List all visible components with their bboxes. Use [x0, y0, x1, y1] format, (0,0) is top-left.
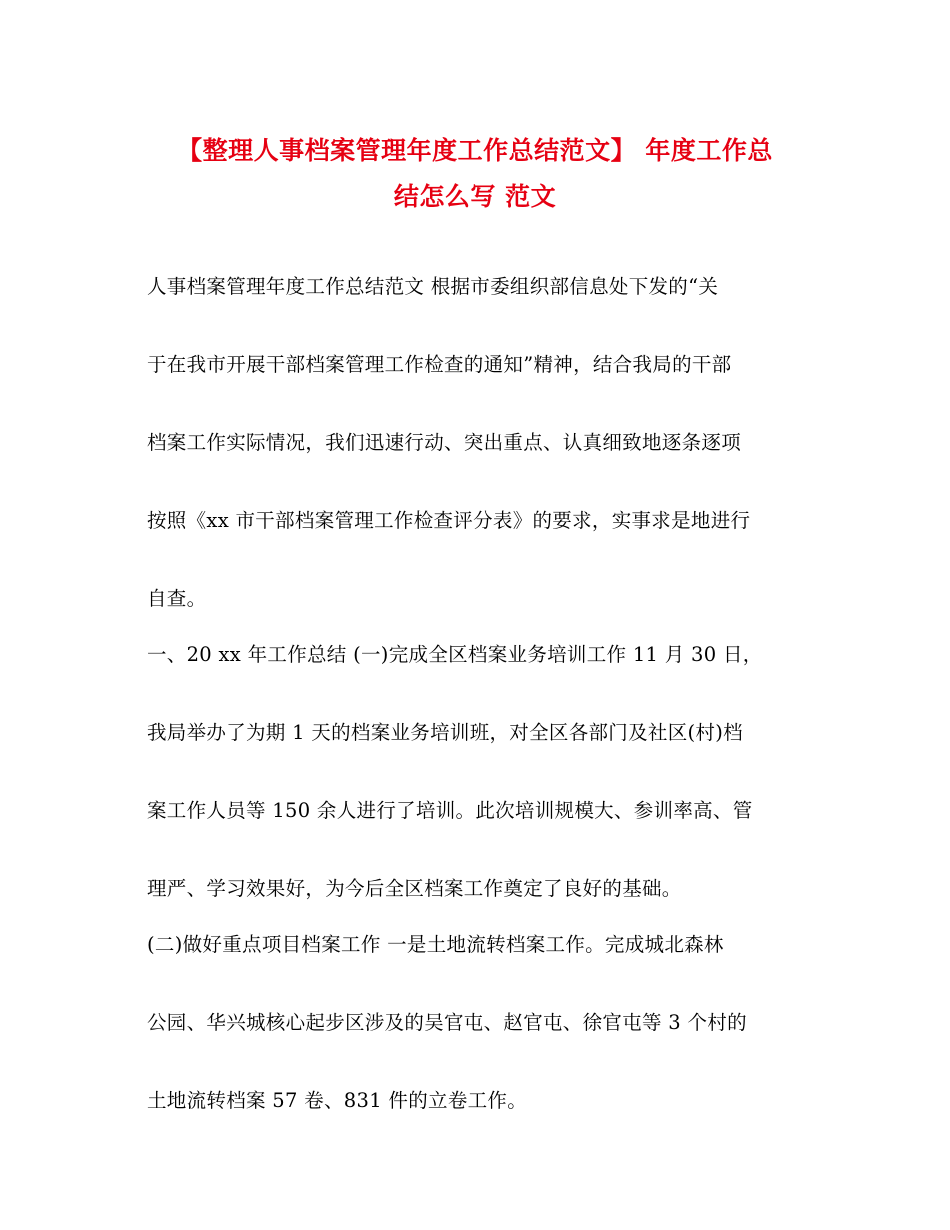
paragraph-training [147, 633, 807, 911]
document-body [147, 265, 807, 1123]
text-line: 案工作人员等 150 余人进行了培训。此次培训规模大、参训率高、管 [147, 799, 753, 822]
text-line: 人事档案管理年度工作总结范文 根据市委组织部信息处下发的“关 [147, 275, 719, 298]
text-line: 按照《xx 市干部档案管理工作检查评分表》的要求，实事求是地进行 [147, 509, 751, 532]
paragraph-intro [147, 265, 807, 621]
document-title [140, 128, 810, 220]
paragraph-key-projects [147, 923, 807, 1123]
title-line: 结怎么写 范文 [393, 182, 557, 211]
text-line: 公园、华兴城核心起步区涉及的吴官屯、赵官屯、徐官屯等 3 个村的 [147, 1011, 747, 1034]
text-line: (二)做好重点项目档案工作 一是土地流转档案工作。完成城北森林 [147, 933, 724, 956]
title-line: 【整理人事档案管理年度工作总结范文】 年度工作总 [177, 136, 773, 165]
text-line: 档案工作实际情况，我们迅速行动、突出重点、认真细致地逐条逐项 [147, 431, 742, 454]
text-line: 理严、学习效果好，为今后全区档案工作奠定了良好的基础。 [147, 877, 682, 900]
text-line: 土地流转档案 57 卷、831 件的立卷工作。 [147, 1089, 528, 1112]
text-line: 于在我市开展干部档案管理工作检查的通知”精神，结合我局的干部 [147, 353, 732, 376]
text-line: 我局举办了为期 1 天的档案业务培训班，对全区各部门及社区(村)档 [147, 721, 743, 744]
text-line: 自查。 [147, 587, 207, 610]
text-line: 一、20 xx 年工作总结 (一)完成全区档案业务培训工作 11 月 30 日， [147, 643, 763, 666]
